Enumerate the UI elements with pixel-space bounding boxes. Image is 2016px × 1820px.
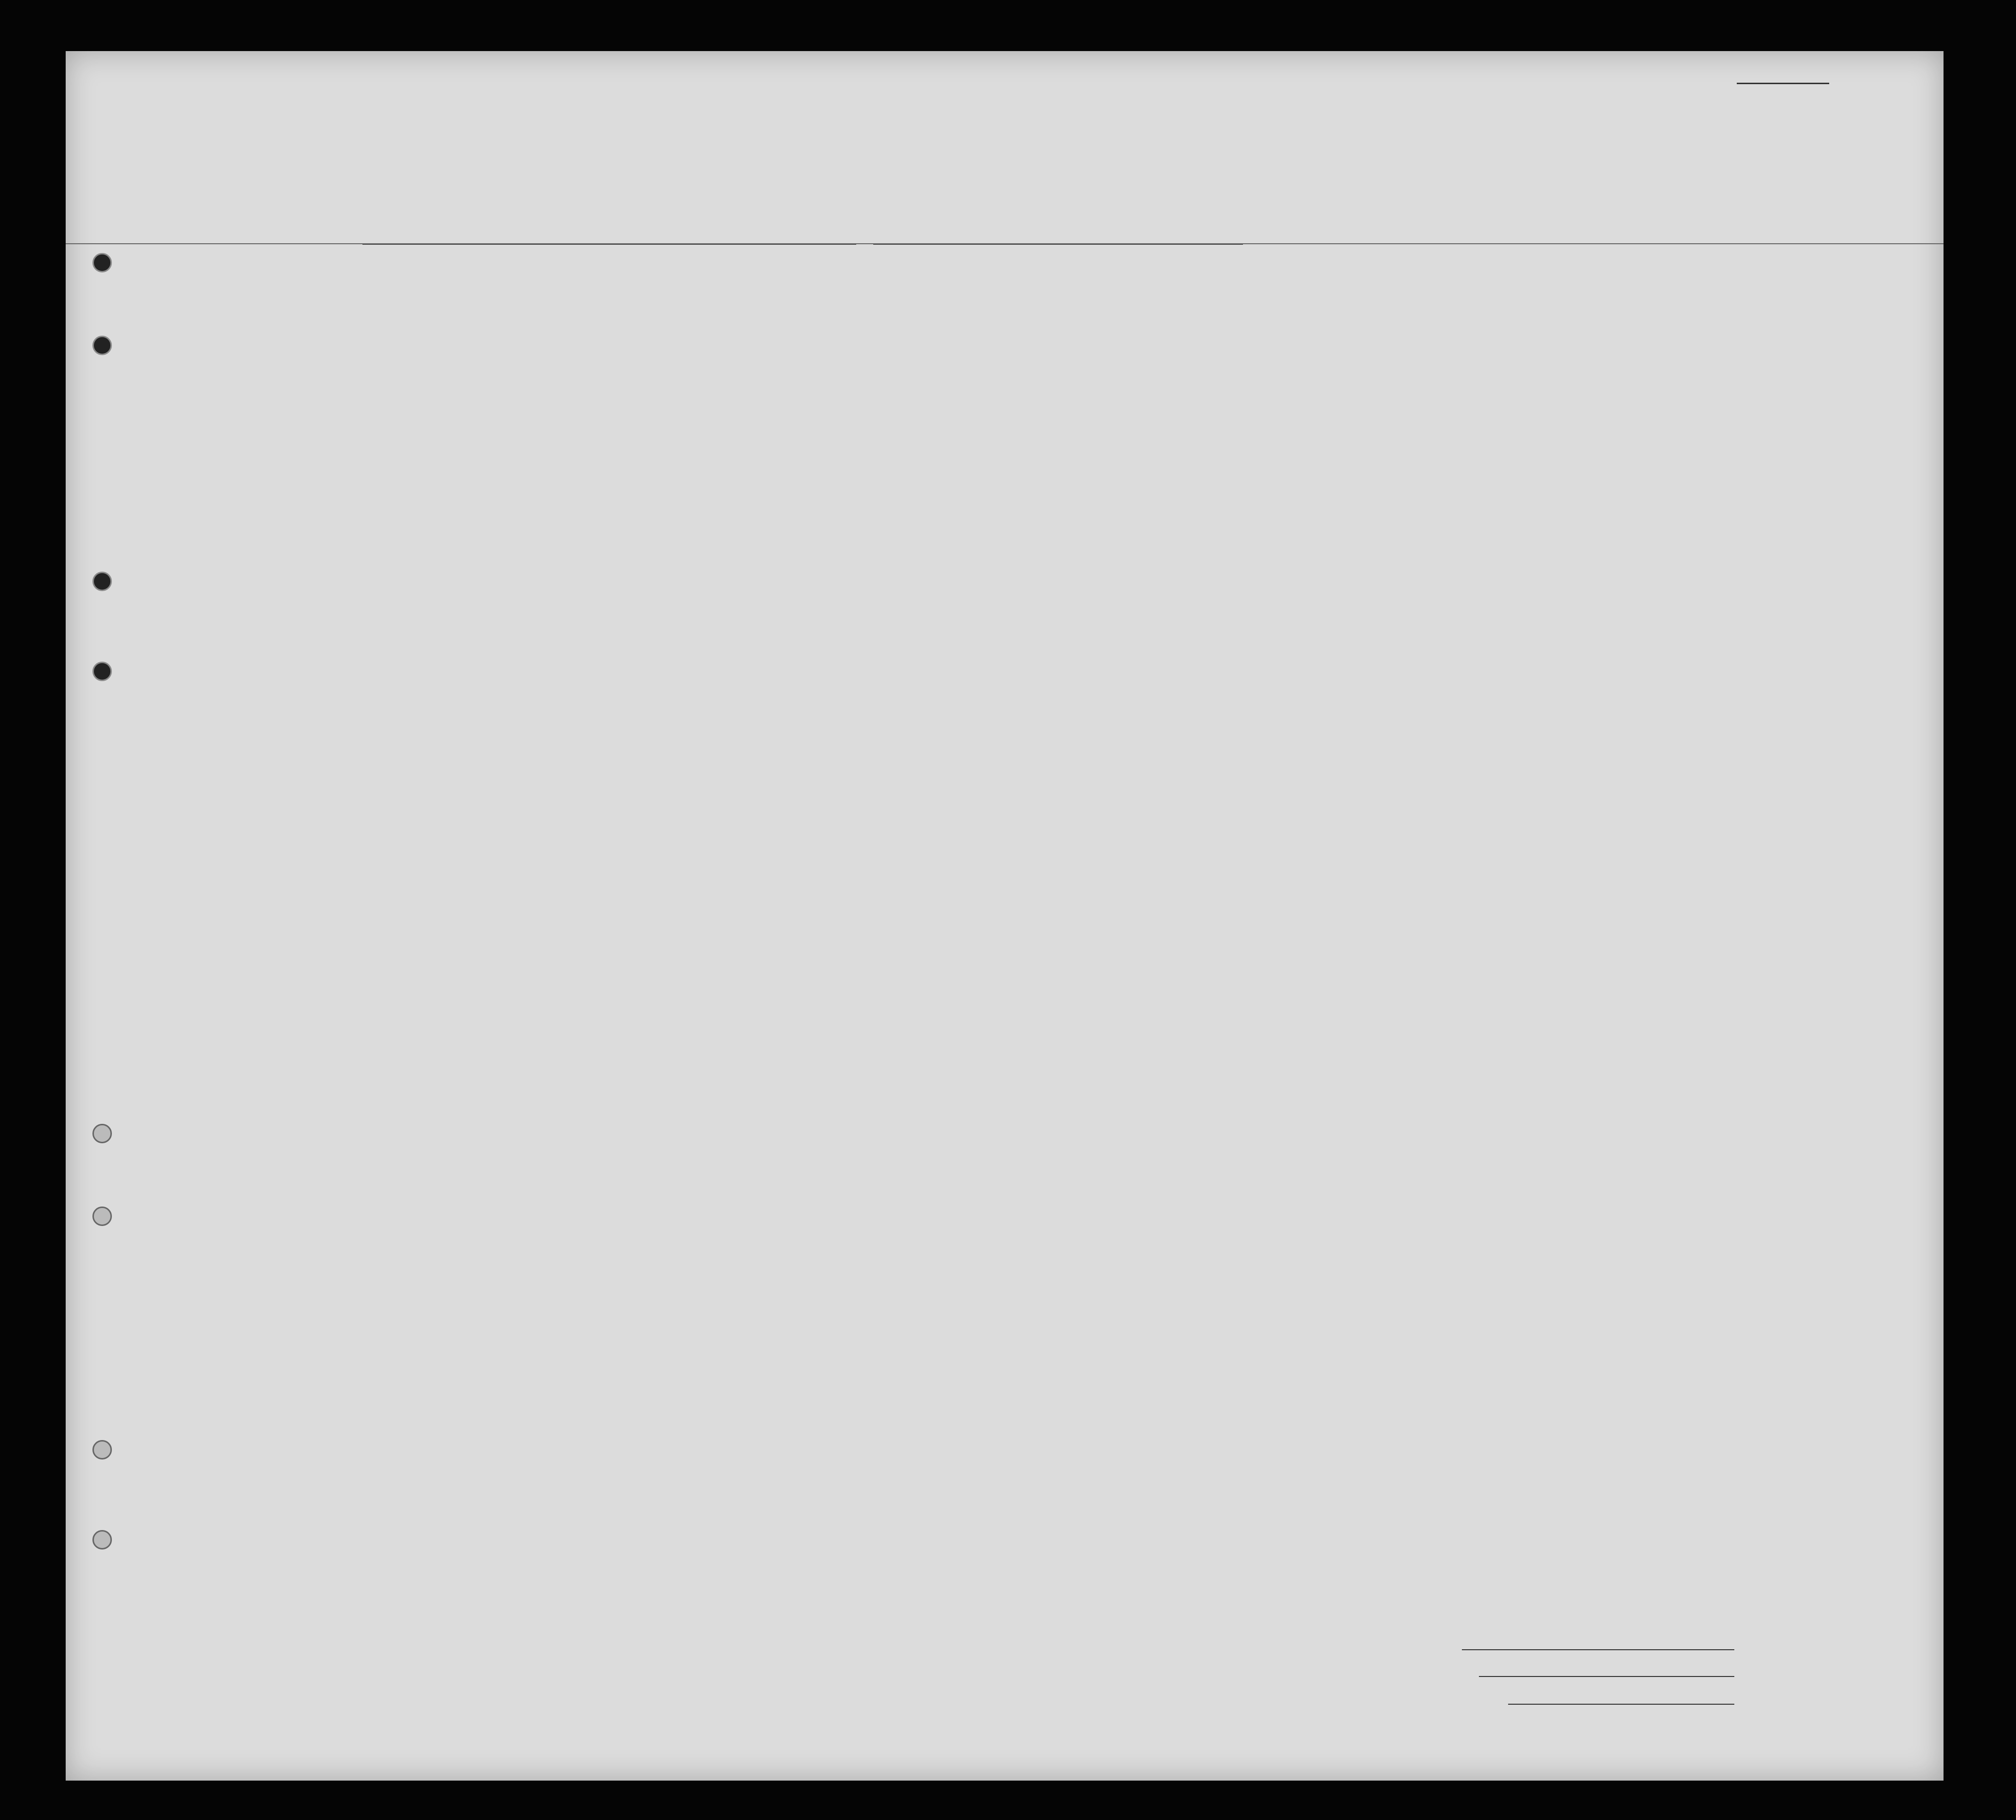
binder-hole bbox=[92, 1207, 112, 1226]
binder-hole bbox=[92, 336, 112, 355]
table-grid bbox=[66, 51, 1944, 1781]
binder-hole bbox=[92, 1530, 112, 1550]
binder-hole bbox=[92, 662, 112, 681]
binder-hole bbox=[92, 253, 112, 272]
local-agents-underline bbox=[1508, 1704, 1734, 1705]
binder-hole bbox=[92, 572, 112, 591]
binder-hole bbox=[92, 1124, 112, 1143]
line-underline bbox=[1462, 1649, 1734, 1650]
manifest-sheet bbox=[66, 51, 1944, 1781]
binder-hole bbox=[92, 1440, 112, 1460]
owners-underline bbox=[1479, 1676, 1734, 1677]
